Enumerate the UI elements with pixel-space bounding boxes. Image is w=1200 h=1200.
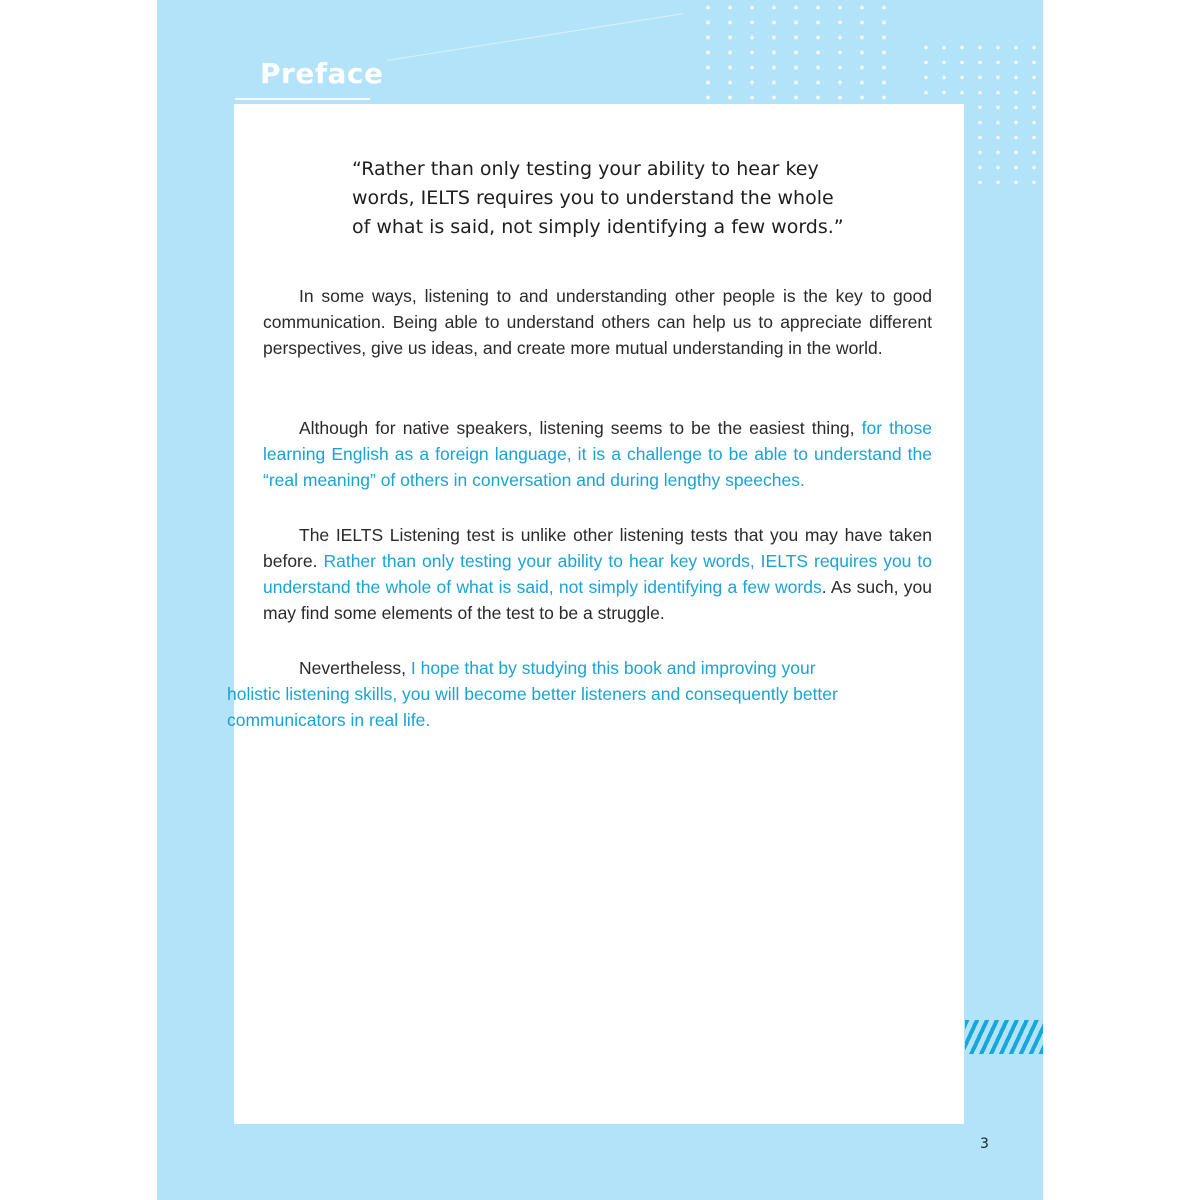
paragraph-1 <box>263 283 932 361</box>
paragraph-text: The IELTS Listening test is unlike other listening tests that you may have taken before. <box>263 525 932 571</box>
paragraph-2 <box>263 415 932 493</box>
highlighted-text: Rather than only testing your ability to hear key words, IELTS requires you to understand the whole of what is said, not simply identifying a few words <box>263 551 932 597</box>
title-underline <box>235 98 370 100</box>
highlighted-text: communicators in real life. <box>227 710 431 730</box>
quote-line: “Rather than only testing your ability to hear key <box>352 158 819 180</box>
page <box>157 0 1043 1200</box>
page-title: Preface <box>260 57 384 90</box>
paragraph-4 <box>227 655 932 733</box>
paragraph-text: In some ways, listening to and understanding other people is the key to good communication. Being able to understand others can help us to appreciate different perspectives, give us ideas, and create more mutual understanding in the world. <box>263 286 932 358</box>
quote-line: words, IELTS requires you to understand the whole <box>352 187 834 209</box>
highlighted-text: I hope that by studying this book and improving your <box>410 658 816 678</box>
decorative-dot-pattern <box>697 0 897 100</box>
page-number: 3 <box>980 1136 989 1152</box>
decorative-line <box>387 13 683 61</box>
pull-quote <box>352 155 872 242</box>
decorative-stripes <box>965 1020 1043 1054</box>
paragraph-text: . As such, you may find some elements of the test to be a struggle. <box>263 577 932 623</box>
paragraph-3 <box>263 522 932 626</box>
quote-line: of what is said, not simply identifying a few words.” <box>352 216 844 238</box>
highlighted-text: for those learning English as a foreign language, it is a challenge to be able to understand the “real meaning” of others in conversation and during lengthy speeches. <box>263 418 932 490</box>
highlighted-text: holistic listening skills, you will become better listeners and consequently better <box>227 684 838 704</box>
paragraph-text: Although for native speakers, listening seems to be the easiest thing, <box>299 418 862 438</box>
paragraph-text: Nevertheless, <box>299 658 411 678</box>
